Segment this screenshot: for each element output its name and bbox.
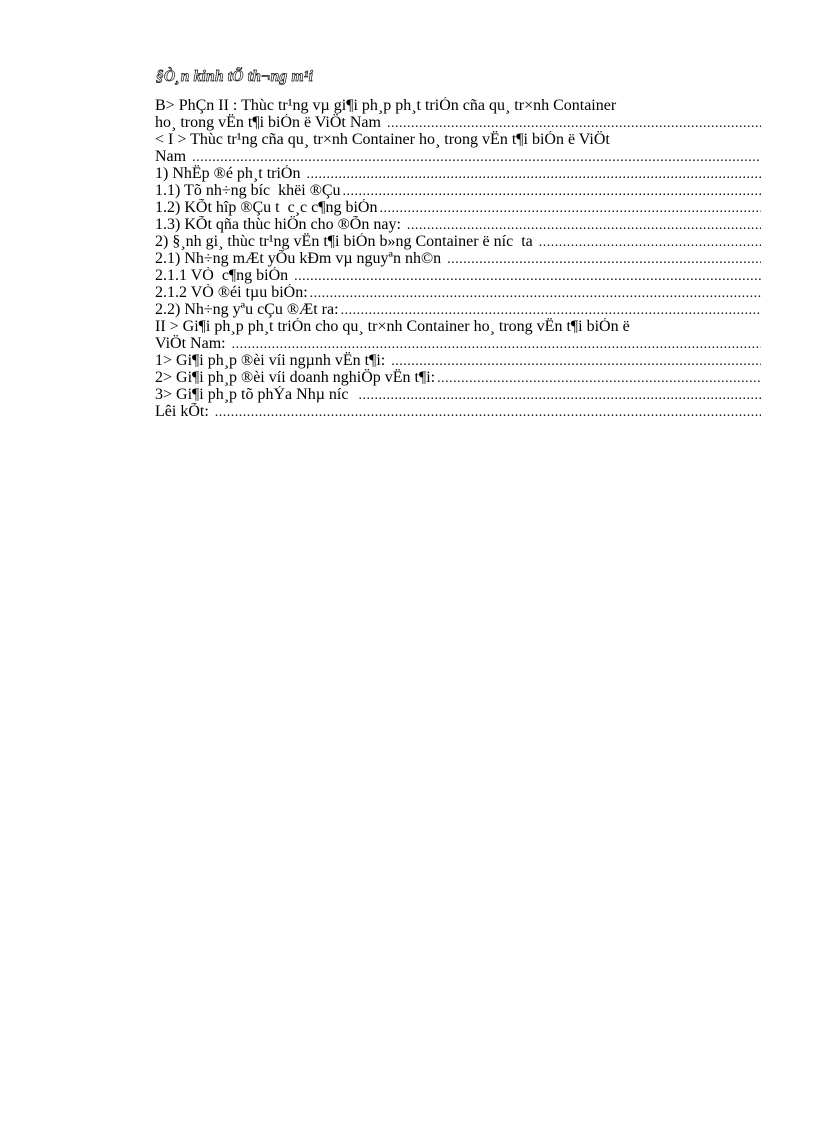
toc-entry-2-1[interactable] <box>155 250 761 267</box>
toc-entry-label: 2.1.2 VÒ ®éi tµu biÓn: <box>155 284 308 301</box>
dot-leader <box>213 404 761 420</box>
dot-leader <box>405 217 761 233</box>
toc-entry-2-1-2[interactable] <box>155 284 761 301</box>
toc-entry-solution-3[interactable] <box>155 386 761 403</box>
toc-entry-label: 1) NhËp ®é ph¸t triÓn <box>155 165 305 182</box>
dot-leader <box>445 251 761 267</box>
toc-entry-section-i[interactable] <box>155 131 761 165</box>
dot-leader <box>304 166 761 182</box>
toc-entry-solution-1[interactable] <box>155 352 761 369</box>
dot-leader <box>385 115 761 131</box>
toc-entry-2-1-1[interactable] <box>155 267 761 284</box>
toc-entry-label: 3> Gi¶i ph¸p tõ phÝa Nhµ níc <box>155 386 357 403</box>
toc-entry-1-3[interactable] <box>155 216 761 233</box>
dot-leader <box>377 200 761 216</box>
toc-entry-1[interactable] <box>155 165 761 182</box>
dot-leader <box>308 285 761 301</box>
document-title: §Ò¸n kinh tÕ th¬ng m¹i <box>156 68 314 85</box>
toc-entry-line <box>155 335 761 352</box>
toc-entry-part-ii[interactable] <box>155 97 761 131</box>
toc-entry-label: 1.3) KÕt qña thùc hiÖn cho ®Õn nay: <box>155 216 405 233</box>
toc-entry-line <box>155 148 761 165</box>
toc-entry-label: 1.2) KÕt hîp ®Çu t c¸c c¶ng biÓn <box>155 199 378 216</box>
dot-leader <box>389 353 761 369</box>
toc-entry-label: ho¸ trong vËn t¶i biÓn ë ViÖt Nam <box>155 114 385 131</box>
toc-entry-label: 2) §¸nh gi¸ thùc tr¹ng vËn t¶i biÓn b»ng Container ë níc ta <box>155 233 537 250</box>
dot-leader <box>230 336 761 352</box>
toc-entry-line <box>155 114 761 131</box>
dot-leader <box>537 234 761 250</box>
document-page <box>155 66 761 420</box>
toc-entry-first-line: II > Gi¶i ph¸p ph¸t triÓn cho qu¸ tr×nh Container ho¸ trong vËn t¶i biÓn ë <box>155 318 630 335</box>
toc-entry-solution-2[interactable] <box>155 369 761 386</box>
dot-leader <box>292 268 761 284</box>
toc-entry-section-ii[interactable] <box>155 318 761 352</box>
toc-entry-label: 2> Gi¶i ph¸p ®èi víi doanh nghiÖp vËn t¶i: <box>155 369 436 386</box>
toc-entry-first-line: B> PhÇn II : Thùc tr¹ng vµ gi¶i ph¸p ph¸t triÓn cña qu¸ tr×nh Container <box>155 97 617 114</box>
toc-entry-2[interactable] <box>155 233 761 250</box>
toc-entry-label: 1> Gi¶i ph¸p ®èi víi ngµnh vËn t¶i: <box>155 352 390 369</box>
toc-entry-2-2[interactable] <box>155 301 761 318</box>
dot-leader <box>435 370 761 386</box>
dot-leader <box>356 387 761 403</box>
toc-entry-label: 2.1) Nh÷ng mÆt yÕu kÐm vµ nguyªn nh©n <box>155 250 446 267</box>
table-of-contents <box>155 97 761 420</box>
toc-entry-label: 1.1) Tõ nh÷ng bíc khëi ®Çu <box>155 182 341 199</box>
toc-entry-first-line: < I > Thùc tr¹ng cña qu¸ tr×nh Container ho¸ trong vËn t¶i biÓn ë ViÖt <box>155 131 610 148</box>
dot-leader <box>341 183 761 199</box>
toc-entry-1-2[interactable] <box>155 199 761 216</box>
toc-entry-1-1[interactable] <box>155 182 761 199</box>
dot-leader <box>190 149 761 165</box>
toc-entry-label: Nam <box>155 148 191 165</box>
toc-entry-label: ViÖt Nam: <box>155 335 230 352</box>
toc-entry-conclusion[interactable] <box>155 403 761 420</box>
toc-entry-label: Lêi kÕt: <box>155 403 213 420</box>
toc-entry-label: 2.1.1 VÒ c¶ng biÓn <box>155 267 293 284</box>
toc-entry-label: 2.2) Nh÷ng yªu cÇu ®Æt ra: <box>155 301 339 318</box>
dot-leader <box>339 302 761 318</box>
